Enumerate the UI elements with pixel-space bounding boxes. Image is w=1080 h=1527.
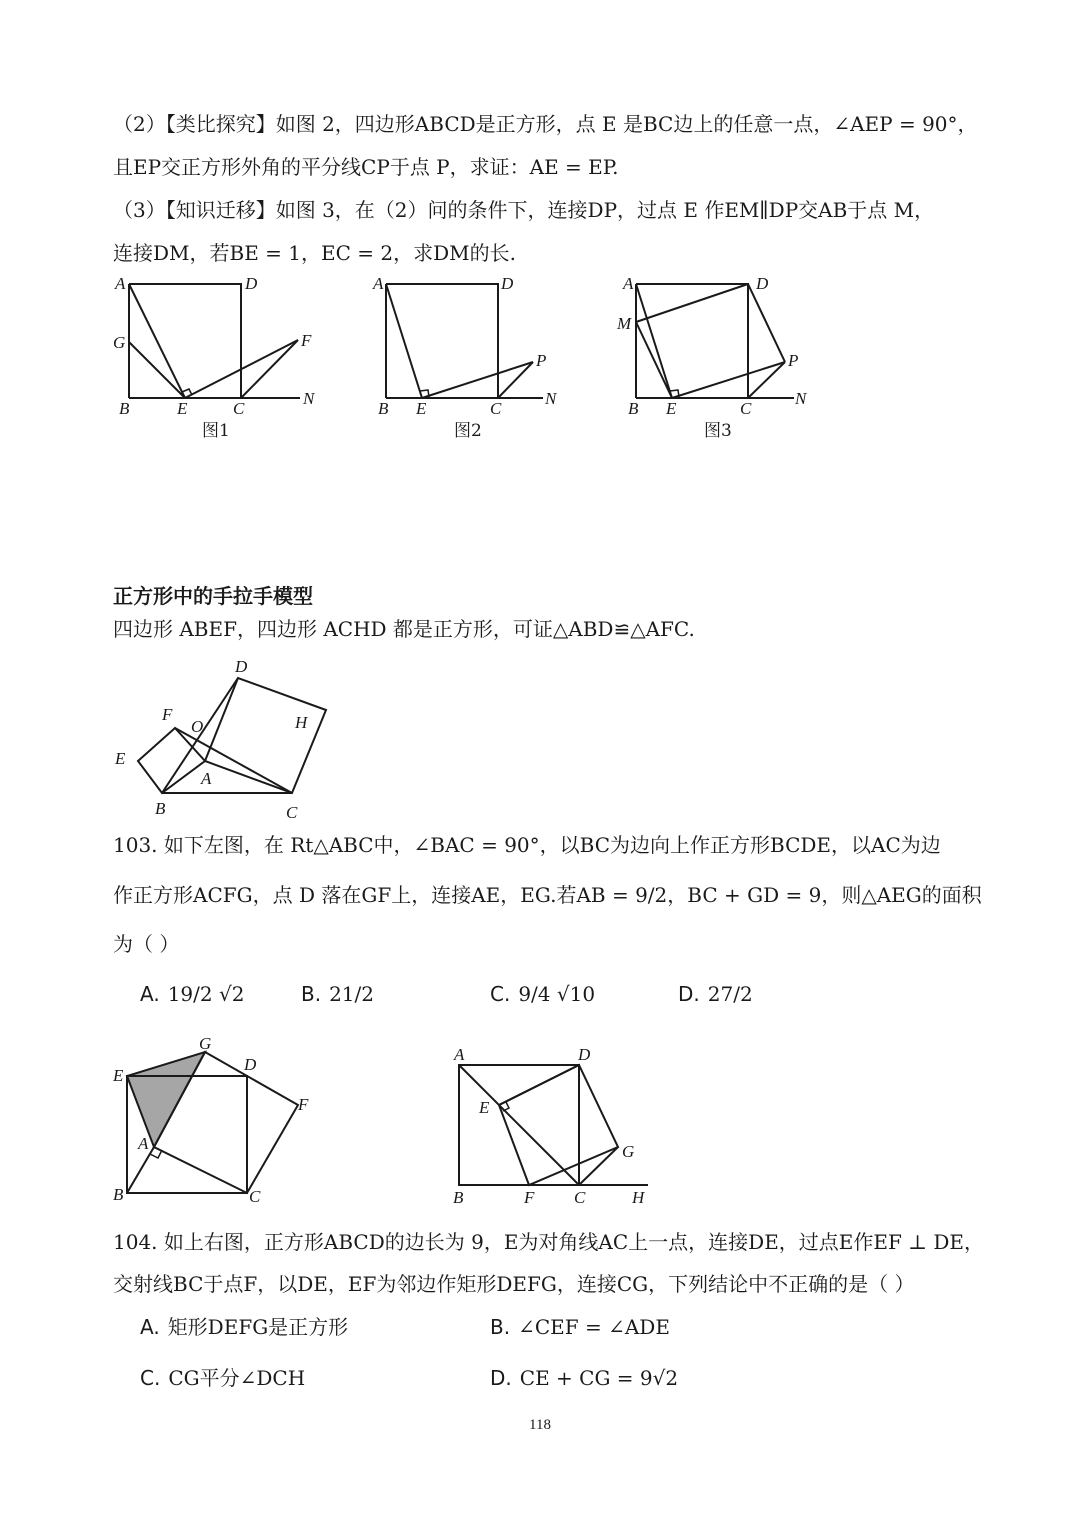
svg-text:D: D	[578, 1045, 591, 1064]
svg-text:C: C	[740, 399, 752, 418]
q104-option-a[interactable]: A. 矩形DEFG是正方形	[140, 1315, 349, 1339]
svg-text:F: F	[301, 331, 312, 350]
svg-text:G: G	[113, 333, 126, 352]
svg-text:H: H	[632, 1188, 645, 1207]
svg-text:B: B	[378, 399, 389, 418]
svg-text:C: C	[490, 399, 502, 418]
text-line-2: 且EP交正方形外角的平分线CP于点 P，求证：AE = EP.	[113, 155, 619, 179]
svg-text:P: P	[536, 351, 547, 370]
svg-text:E: E	[115, 749, 126, 768]
figure-hand-in-hand	[105, 650, 345, 825]
svg-text:D: D	[244, 1055, 257, 1074]
svg-text:E: E	[113, 1066, 124, 1085]
svg-text:B: B	[155, 799, 166, 818]
svg-text:D: D	[756, 274, 769, 293]
svg-text:A: A	[138, 1134, 149, 1153]
svg-text:A: A	[623, 274, 634, 293]
svg-text:N: N	[545, 389, 557, 408]
svg-text:B: B	[453, 1188, 464, 1207]
svg-text:G: G	[622, 1142, 635, 1161]
svg-text:A: A	[115, 274, 126, 293]
q103-option-d[interactable]: D. 27/2	[678, 982, 753, 1006]
svg-text:E: E	[416, 399, 427, 418]
svg-text:C: C	[233, 399, 245, 418]
svg-text:A: A	[373, 274, 384, 293]
q103-line-1: 103. 如下左图，在 Rt△ABC中，∠BAC = 90°，以BC为边向上作正方形BCDE，以AC为边	[113, 833, 941, 857]
text-line-3: （3）【知识迁移】如图 3，在（2）问的条件下，连接DP，过点 E 作EM∥DP交AB于点 M，	[113, 198, 935, 222]
text-line-1: （2）【类比探究】如图 2，四边形ABCD是正方形，点 E 是BC边上的任意一点，∠AEP = 90°，	[113, 112, 978, 136]
page-number: 118	[529, 1417, 551, 1433]
svg-text:B: B	[628, 399, 639, 418]
q103-line-2: 作正方形ACFG，点 D 落在GF上，连接AE，EG.若AB = 9/2，BC + GD = 9，则△AEG的面积	[113, 883, 982, 907]
figure-3-caption: 图3	[704, 421, 732, 441]
q103-option-c[interactable]: C. 9/4 √10	[490, 982, 596, 1006]
svg-text:E: E	[666, 399, 677, 418]
svg-text:E: E	[177, 399, 188, 418]
text-line-4: 连接DM，若BE = 1，EC = 2，求DM的长.	[113, 241, 516, 265]
svg-text:M: M	[617, 314, 632, 333]
svg-text:D: D	[245, 274, 258, 293]
svg-text:B: B	[119, 399, 130, 418]
figure-2	[370, 270, 600, 420]
svg-text:C: C	[286, 803, 298, 822]
svg-text:N: N	[795, 389, 807, 408]
q104-line-2: 交射线BC于点F，以DE，EF为邻边作矩形DEFG，连接CG，下列结论中不正确的是（ ）	[113, 1272, 915, 1296]
figure-q104	[448, 1045, 668, 1215]
q103-line-3: 为（ ）	[113, 932, 180, 956]
svg-text:F: F	[524, 1188, 535, 1207]
svg-text:C: C	[249, 1187, 261, 1206]
svg-text:O: O	[191, 717, 204, 736]
svg-text:E: E	[479, 1098, 490, 1117]
q104-option-c[interactable]: C. CG平分∠DCH	[140, 1366, 306, 1390]
svg-text:D: D	[501, 274, 514, 293]
q104-line-1: 104. 如上右图，正方形ABCD的边长为 9，E为对角线AC上一点，连接DE，过点E作EF ⊥ DE，	[113, 1230, 985, 1254]
svg-text:C: C	[574, 1188, 586, 1207]
figure-2-caption: 图2	[454, 421, 482, 441]
q103-option-b[interactable]: B. 21/2	[301, 982, 374, 1006]
svg-text:H: H	[295, 713, 308, 732]
section-heading: 正方形中的手拉手模型	[113, 584, 313, 608]
q104-option-b[interactable]: B. ∠CEF = ∠ADE	[490, 1315, 670, 1339]
q104-option-d[interactable]: D. CE + CG = 9√2	[490, 1366, 679, 1390]
svg-text:G: G	[199, 1034, 212, 1053]
svg-text:P: P	[788, 351, 799, 370]
svg-text:A: A	[201, 769, 212, 788]
section-text: 四边形 ABEF，四边形 ACHD 都是正方形，可证△ABD≌△AFC.	[113, 617, 695, 641]
figure-3	[617, 270, 850, 420]
svg-text:B: B	[113, 1185, 124, 1204]
figure-1-caption: 图1	[202, 421, 230, 441]
svg-text:F: F	[298, 1095, 309, 1114]
svg-text:F: F	[162, 705, 173, 724]
svg-text:A: A	[454, 1045, 465, 1064]
figure-q103	[105, 1030, 335, 1210]
figure-1	[105, 270, 335, 420]
svg-text:D: D	[235, 657, 248, 676]
q103-option-a[interactable]: A. 19/2 √2	[140, 982, 245, 1006]
svg-text:N: N	[303, 389, 315, 408]
